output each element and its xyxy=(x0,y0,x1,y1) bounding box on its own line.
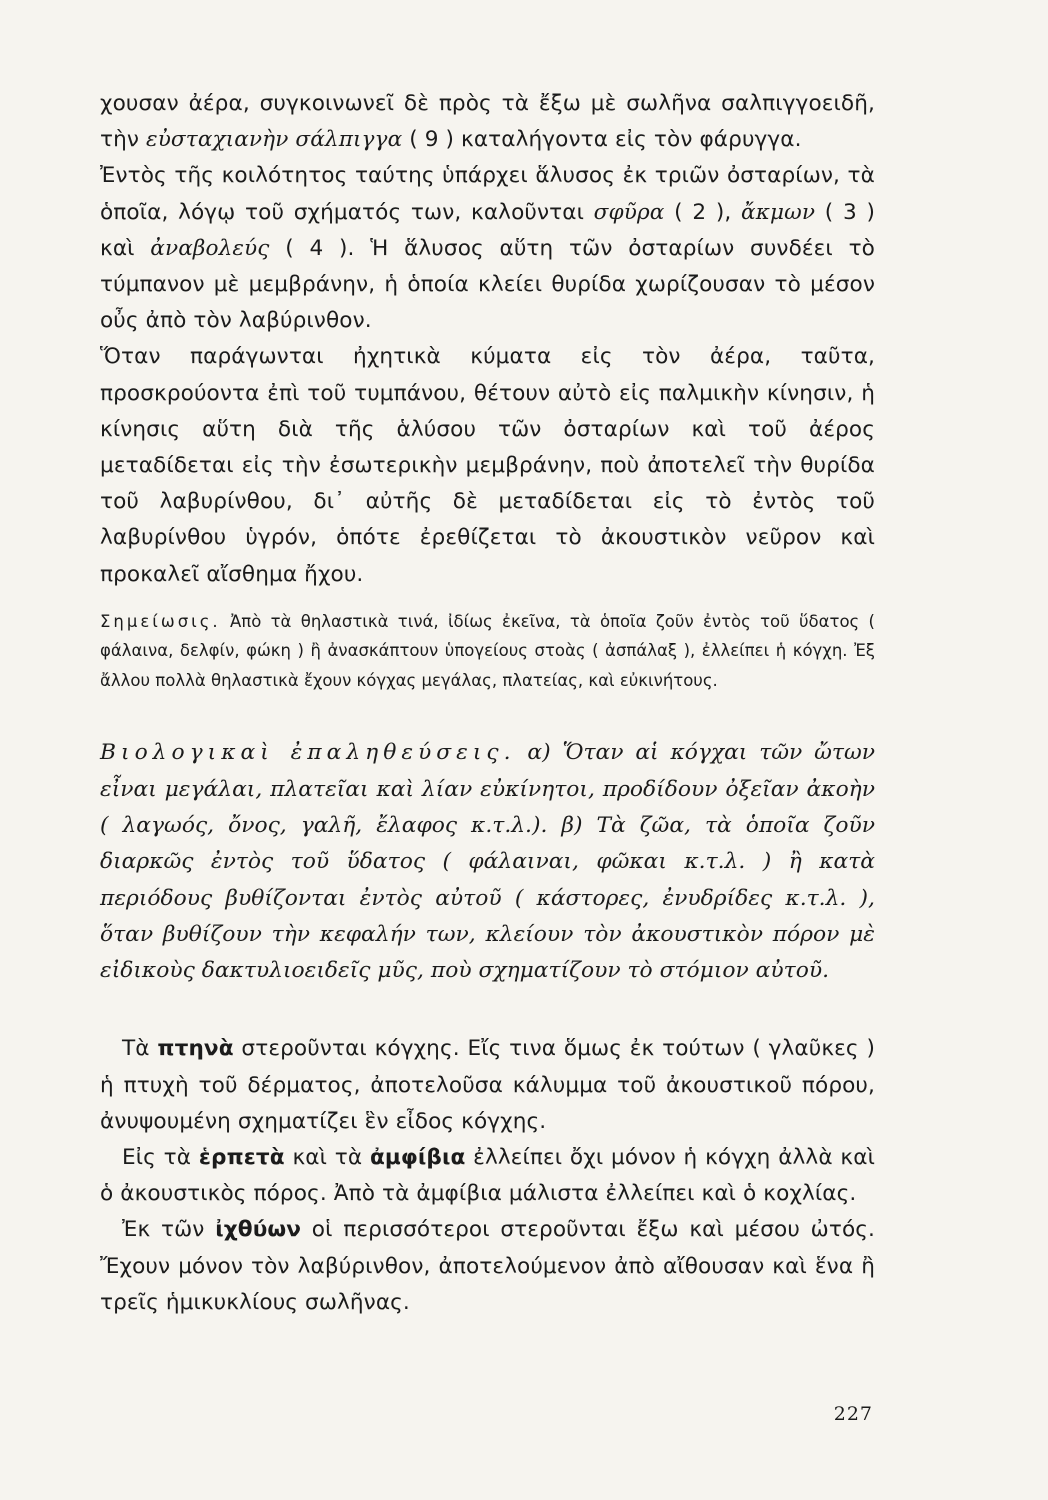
bio-label: Βιολογικαὶ ἐπαληθεύσεις. xyxy=(100,740,516,766)
term-fish: ἰχθύων xyxy=(215,1217,302,1243)
text-run: Εἰς τὰ xyxy=(122,1145,199,1171)
note-text: Ἀπὸ τὰ θηλαστικὰ τινά, ἰδίως ἐκεῖνα, τὰ ὁποῖα ζοῦν ἐντὸς τοῦ ὕδατος ( φάλαινα, δελφίν, φώκη ) ἢ ἀνασκάπτουν ὑπογείους στοὰς ( ἀσπάλαξ ), ἐλλείπει ἡ κόγχη. Ἐξ ἄλλου πολλὰ θηλαστικὰ ἔχουν κόγχας μεγάλας, πλατείας, καὶ εὐκινήτους. xyxy=(100,611,875,690)
paragraph-ossicles xyxy=(100,158,875,339)
term-birds: πτηνὰ xyxy=(157,1036,234,1062)
term-malleus: σφῦρα xyxy=(593,199,665,225)
text-run: χουσαν ἀέρα, συγκοινωνεῖ δὲ πρὸς τὰ ἔξω μὲ σωλῆνα σαλπιγγοειδῆ, τὴν xyxy=(100,91,875,153)
term-reptiles: ἑρπετὰ xyxy=(198,1145,285,1171)
term-eustachian-tube: εὐσταχιανὴν σάλπιγγα xyxy=(146,127,403,153)
text-run: οἱ περισσότεροι στεροῦνται ἔξω καὶ μέσου ὠτός. Ἔχουν μόνον τὸν λαβύρινθον, ἀποτελούμενον ἀπὸ αἴθουσαν καὶ ἕνα ἢ τρεῖς ἡμικυκλίους σωλῆνας. xyxy=(100,1217,876,1315)
text-run: ( 4 ). Ἡ ἅλυσος αὕτη τῶν ὀσταρίων συνδέει τὸ τύμπανον μὲ μεμβράνην, ἡ ὁποία κλείει θυρίδα χωρίζουσαν τὸ μέσον οὖς ἀπὸ τὸν λαβύρινθον. xyxy=(100,235,875,334)
note-paragraph xyxy=(100,607,875,696)
text-run: ἐλλείπει ὄχι μόνον ἡ κόγχη ἀλλὰ καὶ ὁ ἀκουστικὸς πόρος. Ἀπὸ τὰ ἀμφίβια μάλιστα ἐλλείπει καὶ ὁ κοχλίας. xyxy=(100,1145,875,1207)
biological-verifications xyxy=(100,735,875,989)
paragraph-eustachian xyxy=(100,86,875,158)
page-number: 227 xyxy=(833,1403,873,1425)
paragraph-birds xyxy=(100,1031,875,1140)
text-run: ( 3 ) καὶ xyxy=(100,199,875,261)
term-amphibians: ἀμφίβια xyxy=(369,1145,466,1171)
text-run: Ἐκ τῶν xyxy=(122,1217,216,1243)
bio-text: α) Ὅταν αἱ κόγχαι τῶν ὤτων εἶναι μεγάλαι, πλατεῖαι καὶ λίαν εὐκίνητοι, προδίδουν ὀξεῖαν ἀκοὴν ( λαγωός, ὄνος, γαλῆ, ἔλαφος κ.τ.λ.). β) Τὰ ζῶα, τὰ ὁποῖα ζοῦν διαρκῶς ἐντὸς τοῦ ὕδατος ( φάλαιναι, φῶκαι κ.τ.λ. ) ἢ κατὰ περιόδους βυθίζονται ἐντὸς αὐτοῦ ( κάστορες, ἐνυδρίδες κ.τ.λ. ), ὅταν βυθίζουν τὴν κεφαλήν των, κλείουν τὸν ἀκουστικὸν πόρον μὲ εἰδικοὺς δακτυλιοειδεῖς μῦς, ποὺ σχηματίζουν τὸ στόμιον αὐτοῦ. xyxy=(100,740,875,984)
paragraph-reptiles xyxy=(100,1140,875,1212)
text-run: ( 9 ) καταλήγοντα εἰς τὸν φάρυγγα. xyxy=(402,127,802,153)
text-run: στεροῦνται κόγχης. Εἴς τινα ὅμως ἐκ τούτων ( γλαῦκες ) ἡ πτυχὴ τοῦ δέρματος, ἀποτελοῦσα κάλυμμα τοῦ ἀκουστικοῦ πόρου, ἀνυψουμένη σχηματίζει ἓν εἶδος κόγχης. xyxy=(100,1036,875,1134)
term-stapes: ἀναβολεύς xyxy=(150,235,270,261)
term-incus: ἄκμων xyxy=(741,199,816,225)
text-run: ( 2 ), xyxy=(664,199,742,225)
page-body xyxy=(100,86,875,1321)
note-label: Σημείωσις. xyxy=(100,611,221,631)
text-run: Τὰ xyxy=(122,1036,158,1062)
paragraph-sound-waves: Ὅταν παράγωνται ἠχητικὰ κύματα εἰς τὸν ἀέρα, ταῦτα, προσκρούοντα ἐπὶ τοῦ τυμπάνου, θέτουν αὐτὸ εἰς παλμικὴν κίνησιν, ἡ κίνησις αὕτη διὰ τῆς ἁλύσου τῶν ὀσταρίων καὶ τοῦ ἀέρος μεταδίδεται εἰς τὴν ἐσωτερικὴν μεμβράνην, ποὺ ἀποτελεῖ τὴν θυρίδα τοῦ λαβυρίνθου, δι᾽ αὐτῆς δὲ μεταδίδεται εἰς τὸ ἐντὸς τοῦ λαβυρίνθου ὑγρόν, ὁπότε ἐρεθίζεται τὸ ἀκουστικὸν νεῦρον καὶ προκαλεῖ αἴσθημα ἤχου. xyxy=(100,344,875,587)
text-run: καὶ τὰ xyxy=(284,1145,370,1171)
paragraph-fish xyxy=(100,1212,875,1321)
text-run: Ἐντὸς τῆς κοιλότητος ταύτης ὑπάρχει ἅλυσος ἐκ τριῶν ὀσταρίων, τὰ ὁποῖα, λόγῳ τοῦ σχήματός των, καλοῦνται xyxy=(100,163,875,225)
